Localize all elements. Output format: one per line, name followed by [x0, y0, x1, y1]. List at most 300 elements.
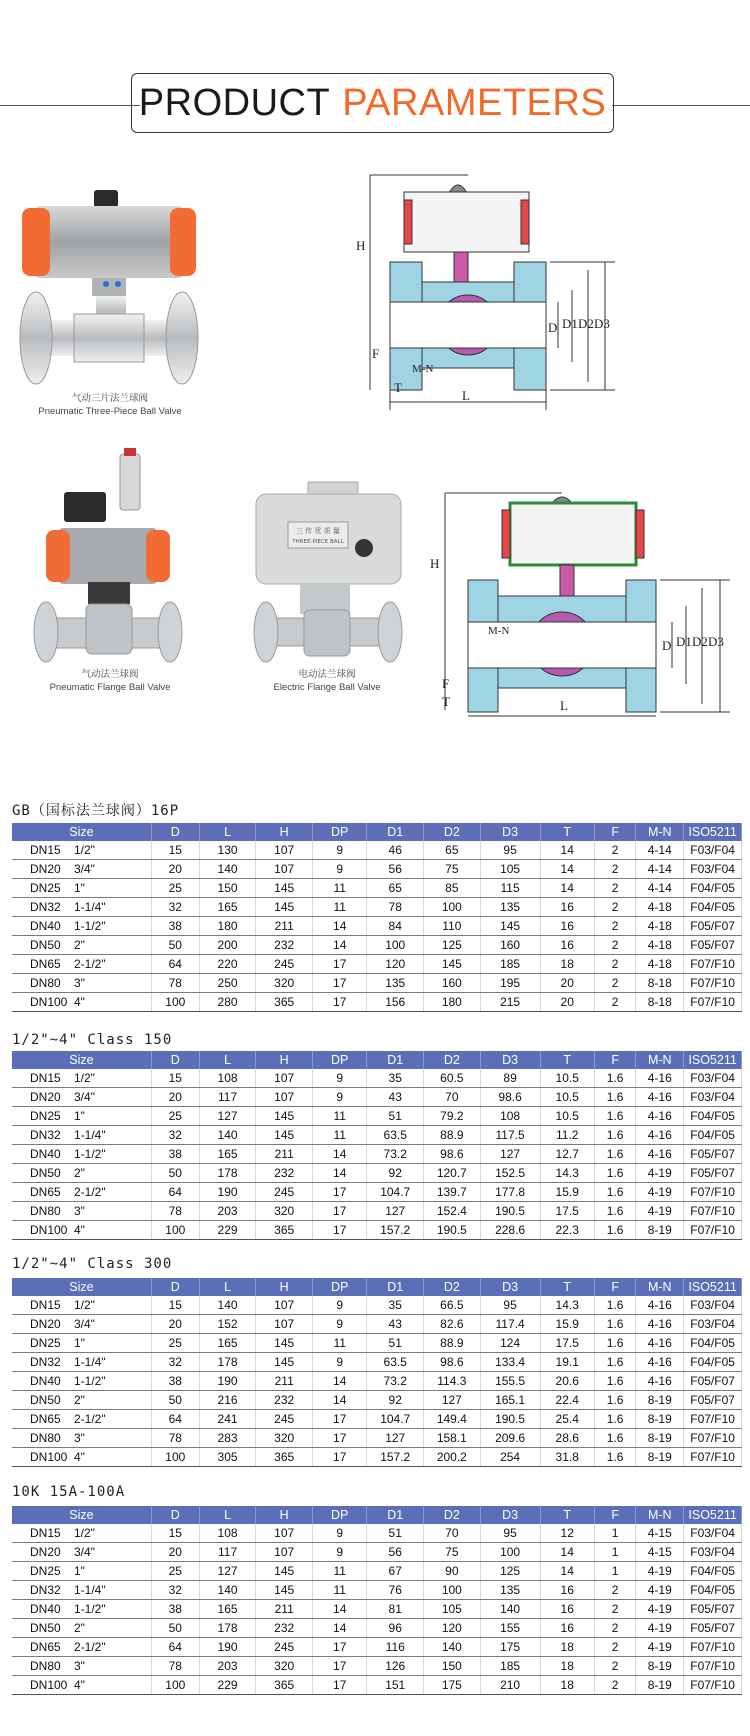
table-cell: 46: [367, 841, 424, 860]
table-cell: 178: [199, 1353, 256, 1372]
column-header: D3: [480, 1506, 540, 1524]
table-cell: F05/F07: [684, 1372, 742, 1391]
table-row: [12, 1657, 742, 1676]
column-header: D2: [424, 1506, 481, 1524]
table-cell: 140: [480, 1600, 540, 1619]
table-cell: 17.5: [540, 1334, 594, 1353]
size-dn: DN100: [30, 1223, 68, 1237]
table-cell: 98.6: [424, 1353, 481, 1372]
table-cell: 117.4: [480, 1315, 540, 1334]
column-header: D1: [367, 1051, 424, 1069]
table-cell: F07/F10: [684, 955, 742, 974]
table-cell: 17: [312, 1202, 366, 1221]
dim-F: F: [372, 346, 380, 361]
size-cell: [12, 1334, 151, 1353]
table-cell: 149.4: [424, 1410, 481, 1429]
table-cell: 56: [367, 860, 424, 879]
table-cell: 209.6: [480, 1429, 540, 1448]
table-cell: 140: [199, 1296, 256, 1315]
size-inch: 4": [74, 1678, 85, 1692]
table-cell: 145: [256, 1107, 313, 1126]
size-cell: [12, 1088, 151, 1107]
table-cell: 232: [256, 1619, 313, 1638]
size-inch: 1/2": [74, 843, 95, 857]
size-inch: 4": [74, 1450, 85, 1464]
table-cell: F07/F10: [684, 993, 742, 1012]
table-cell: 16: [540, 1619, 594, 1638]
size-inch: 2": [74, 1393, 85, 1407]
table-cell: 70: [424, 1524, 481, 1543]
table-cell: 125: [424, 936, 481, 955]
table-cell: 17: [312, 974, 366, 993]
column-header: T: [540, 1278, 594, 1296]
table-cell: 229: [199, 1676, 256, 1695]
table-cell: 232: [256, 936, 313, 955]
title-word-product: PRODUCT: [138, 81, 331, 124]
column-header: F: [594, 1278, 635, 1296]
table-cell: 9: [312, 1069, 366, 1088]
table-cell: 16: [540, 936, 594, 955]
dim-H: H: [430, 556, 440, 571]
table-cell: 135: [367, 974, 424, 993]
table-cell: 11: [312, 1581, 366, 1600]
size-dn: DN32: [30, 1355, 61, 1369]
size-dn: DN80: [30, 1659, 61, 1673]
table-cell: 211: [256, 1372, 313, 1391]
size-cell: [12, 1448, 151, 1467]
size-dn: DN32: [30, 900, 61, 914]
table-cell: 100: [151, 1676, 199, 1695]
table-cell: 18: [540, 1676, 594, 1695]
column-header: L: [199, 823, 256, 841]
table-cell: 88.9: [424, 1334, 481, 1353]
table-cell: 14: [312, 936, 366, 955]
size-cell: [12, 1657, 151, 1676]
table-cell: 4-16: [636, 1126, 684, 1145]
table-cell: 107: [256, 1069, 313, 1088]
column-header: ISO5211: [684, 1051, 742, 1069]
table-cell: 104.7: [367, 1410, 424, 1429]
table-cell: 8-19: [636, 1657, 684, 1676]
table-cell: 78: [151, 1429, 199, 1448]
table-cell: 190.5: [424, 1221, 481, 1240]
table-cell: 4-18: [636, 955, 684, 974]
table-row: [12, 1524, 742, 1543]
caption-en: Electric Flange Ball Valve: [273, 682, 381, 693]
table-cell: F04/F05: [684, 879, 742, 898]
column-header: H: [256, 1051, 313, 1069]
table-cell: 79.2: [424, 1107, 481, 1126]
table-cell: 130: [199, 841, 256, 860]
table-cell: 180: [199, 917, 256, 936]
size-dn: DN32: [30, 1128, 61, 1142]
table-cell: 14: [540, 1562, 594, 1581]
table-cell: 85: [424, 879, 481, 898]
table-cell: 56: [367, 1543, 424, 1562]
table-cell: F03/F04: [684, 860, 742, 879]
table-cell: 105: [424, 1600, 481, 1619]
table-cell: 38: [151, 1372, 199, 1391]
table-cell: 32: [151, 898, 199, 917]
table-cell: 145: [256, 1581, 313, 1600]
table-cell: 14: [312, 1145, 366, 1164]
table-row: [12, 1353, 742, 1372]
table-cell: 4-16: [636, 1145, 684, 1164]
table-cell: 1.6: [594, 1069, 635, 1088]
size-dn: DN100: [30, 1678, 68, 1692]
size-dn: DN20: [30, 1317, 61, 1331]
table-cell: 190: [199, 1638, 256, 1657]
table-row: [12, 1107, 742, 1126]
table-cell: 145: [256, 1126, 313, 1145]
table-cell: 245: [256, 1410, 313, 1429]
table-cell: 110: [424, 917, 481, 936]
table-row: [12, 1619, 742, 1638]
table-cell: 50: [151, 936, 199, 955]
table-cell: 120: [367, 955, 424, 974]
product-caption-pneumatic-flange: [20, 668, 200, 694]
table-cell: 50: [151, 1619, 199, 1638]
table-cell: 75: [424, 1543, 481, 1562]
dim-D1: D1: [676, 634, 692, 649]
table-cell: 4-19: [636, 1619, 684, 1638]
dim-D1: D1: [562, 316, 578, 331]
table-cell: 100: [480, 1543, 540, 1562]
table-cell: 152: [199, 1315, 256, 1334]
size-cell: [12, 860, 151, 879]
table-cell: 20.6: [540, 1372, 594, 1391]
size-inch: 1-1/2": [74, 1374, 106, 1388]
table-cell: 320: [256, 1202, 313, 1221]
table-row: [12, 1315, 742, 1334]
table-cell: F05/F07: [684, 1145, 742, 1164]
table-cell: 38: [151, 1600, 199, 1619]
table-cell: 90: [424, 1562, 481, 1581]
table-cell: 64: [151, 1410, 199, 1429]
table-cell: F03/F04: [684, 1296, 742, 1315]
table-cell: 211: [256, 917, 313, 936]
column-header: F: [594, 1051, 635, 1069]
table-cell: F03/F04: [684, 1069, 742, 1088]
table-cell: 17: [312, 1410, 366, 1429]
column-header: H: [256, 823, 313, 841]
size-inch: 1-1/2": [74, 1147, 106, 1161]
table-cell: 185: [480, 1657, 540, 1676]
table-cell: 14: [312, 917, 366, 936]
table-cell: 4-16: [636, 1296, 684, 1315]
table-cell: 190: [199, 1183, 256, 1202]
table-cell: 78: [367, 898, 424, 917]
table-cell: 17: [312, 1657, 366, 1676]
table-cell: 305: [199, 1448, 256, 1467]
size-dn: DN40: [30, 1374, 61, 1388]
table-cell: 150: [424, 1657, 481, 1676]
table-row: [12, 1088, 742, 1107]
size-cell: [12, 1638, 151, 1657]
dimension-drawing-three-piece: [350, 170, 670, 415]
table-cell: 2: [594, 860, 635, 879]
table-cell: 1.6: [594, 1221, 635, 1240]
size-cell: [12, 1221, 151, 1240]
size-cell: [12, 1524, 151, 1543]
table-cell: 117: [199, 1088, 256, 1107]
table-cell: 76: [367, 1581, 424, 1600]
table-row: [12, 1543, 742, 1562]
column-header: ISO5211: [684, 1278, 742, 1296]
column-header: F: [594, 823, 635, 841]
table-cell: 14: [312, 1619, 366, 1638]
table-row: [12, 1202, 742, 1221]
table-cell: 11: [312, 898, 366, 917]
size-cell: [12, 1353, 151, 1372]
size-dn: DN50: [30, 1393, 61, 1407]
table-cell: F03/F04: [684, 841, 742, 860]
table-cell: F04/F05: [684, 898, 742, 917]
table-cell: 107: [256, 860, 313, 879]
size-inch: 1-1/4": [74, 1355, 106, 1369]
column-header: D3: [480, 823, 540, 841]
table-cell: 2: [594, 1581, 635, 1600]
page-title: [131, 73, 614, 133]
column-header: D1: [367, 1506, 424, 1524]
table-cell: 9: [312, 1088, 366, 1107]
caption-cn: 气动三片法兰球阀: [71, 393, 148, 404]
table-cell: 165: [199, 898, 256, 917]
table-cell: 165: [199, 1334, 256, 1353]
table-cell: F07/F10: [684, 1448, 742, 1467]
table-cell: 17: [312, 955, 366, 974]
table-cell: 9: [312, 1353, 366, 1372]
table-cell: 1.6: [594, 1372, 635, 1391]
table-cell: 8-19: [636, 1429, 684, 1448]
table-cell: 4-16: [636, 1353, 684, 1372]
table-cell: 32: [151, 1581, 199, 1600]
table-row: [12, 1562, 742, 1581]
table-cell: 8-19: [636, 1410, 684, 1429]
table-cell: 38: [151, 1145, 199, 1164]
nameplate-line2: THREE-PIECE BALL: [292, 539, 344, 545]
table-cell: 2: [594, 898, 635, 917]
table-cell: 50: [151, 1391, 199, 1410]
table-title-class300: 1/2"~4" Class 300: [12, 1256, 173, 1272]
table-cell: 25: [151, 1334, 199, 1353]
size-cell: [12, 879, 151, 898]
size-dn: DN20: [30, 1545, 61, 1559]
table-cell: F03/F04: [684, 1543, 742, 1562]
size-inch: 3": [74, 1204, 85, 1218]
nameplate-line1: 三 传 优 质 量: [296, 527, 340, 535]
table-cell: 9: [312, 1524, 366, 1543]
table-cell: 232: [256, 1391, 313, 1410]
size-cell: [12, 993, 151, 1012]
size-cell: [12, 841, 151, 860]
size-cell: [12, 1107, 151, 1126]
table-cell: 2: [594, 1676, 635, 1695]
table-cell: 200: [199, 936, 256, 955]
table-cell: 127: [367, 1202, 424, 1221]
table-cell: 1: [594, 1524, 635, 1543]
table-cell: 165: [199, 1600, 256, 1619]
table-cell: 38: [151, 917, 199, 936]
size-cell: [12, 917, 151, 936]
table-cell: 66.5: [424, 1296, 481, 1315]
table-header-row: [12, 1278, 742, 1296]
table-cell: 18: [540, 1657, 594, 1676]
table-cell: 14: [540, 860, 594, 879]
table-cell: 35: [367, 1296, 424, 1315]
size-inch: 2": [74, 1621, 85, 1635]
column-header: DP: [312, 823, 366, 841]
table-cell: 16: [540, 1600, 594, 1619]
table-cell: 1.6: [594, 1145, 635, 1164]
table-cell: F07/F10: [684, 1202, 742, 1221]
table-cell: 50: [151, 1164, 199, 1183]
table-cell: 51: [367, 1524, 424, 1543]
size-inch: 3/4": [74, 1545, 95, 1559]
table-cell: 17: [312, 1183, 366, 1202]
table-header-row: [12, 823, 742, 841]
table-cell: 145: [256, 879, 313, 898]
table-row: [12, 1221, 742, 1240]
table-cell: 51: [367, 1334, 424, 1353]
table-header-row: [12, 1506, 742, 1524]
table-cell: 67: [367, 1562, 424, 1581]
column-header: M-N: [636, 1278, 684, 1296]
table-cell: 14: [540, 879, 594, 898]
size-dn: DN100: [30, 1450, 68, 1464]
table-row: [12, 1126, 742, 1145]
column-header: D2: [424, 823, 481, 841]
size-dn: DN80: [30, 1431, 61, 1445]
table-cell: 1: [594, 1562, 635, 1581]
table-cell: F07/F10: [684, 1676, 742, 1695]
column-header: D3: [480, 1278, 540, 1296]
table-cell: 320: [256, 974, 313, 993]
table-cell: F04/F05: [684, 1107, 742, 1126]
caption-cn: 电动法兰球阀: [298, 669, 356, 680]
column-header: L: [199, 1278, 256, 1296]
table-cell: 20: [540, 993, 594, 1012]
table-cell: 63.5: [367, 1353, 424, 1372]
table-cell: 95: [480, 1524, 540, 1543]
table-cell: 4-15: [636, 1524, 684, 1543]
table-cell: 100: [151, 1448, 199, 1467]
table-row: [12, 841, 742, 860]
size-cell: [12, 1676, 151, 1695]
table-row: [12, 993, 742, 1012]
column-header: ISO5211: [684, 823, 742, 841]
size-inch: 1": [74, 1336, 85, 1350]
table-cell: 15.9: [540, 1183, 594, 1202]
table-cell: 215: [480, 993, 540, 1012]
table-cell: 320: [256, 1657, 313, 1676]
table-cell: 2: [594, 993, 635, 1012]
column-header: L: [199, 1506, 256, 1524]
table-cell: 165.1: [480, 1391, 540, 1410]
table-cell: 14: [540, 1543, 594, 1562]
table-cell: 4-16: [636, 1069, 684, 1088]
size-dn: DN40: [30, 919, 61, 933]
size-inch: 1-1/4": [74, 1128, 106, 1142]
table-cell: 185: [480, 955, 540, 974]
dim-D2: D2: [578, 316, 594, 331]
table-cell: 15: [151, 841, 199, 860]
table-cell: 152.5: [480, 1164, 540, 1183]
column-header: H: [256, 1506, 313, 1524]
table-cell: F07/F10: [684, 974, 742, 993]
dim-MN: M-N: [412, 363, 434, 375]
size-cell: [12, 1543, 151, 1562]
size-inch: 3": [74, 1659, 85, 1673]
table-cell: 43: [367, 1315, 424, 1334]
table-cell: 117: [199, 1543, 256, 1562]
table-cell: 25: [151, 879, 199, 898]
table-cell: 65: [367, 879, 424, 898]
table-cell: 107: [256, 1524, 313, 1543]
column-header: M-N: [636, 823, 684, 841]
table-cell: 203: [199, 1202, 256, 1221]
size-cell: [12, 1296, 151, 1315]
table-cell: 100: [367, 936, 424, 955]
size-inch: 2-1/2": [74, 1640, 106, 1654]
size-inch: 2": [74, 938, 85, 952]
table-cell: 254: [480, 1448, 540, 1467]
size-inch: 1/2": [74, 1526, 95, 1540]
size-dn: DN15: [30, 1298, 61, 1312]
size-inch: 1-1/4": [74, 900, 106, 914]
size-inch: 2-1/2": [74, 957, 106, 971]
table-cell: 228.6: [480, 1221, 540, 1240]
table-cell: 145: [424, 955, 481, 974]
table-row: [12, 955, 742, 974]
table-cell: 180: [424, 993, 481, 1012]
table-cell: 18: [540, 1638, 594, 1657]
table-cell: 4-18: [636, 898, 684, 917]
table-cell: 115: [480, 879, 540, 898]
table-cell: 98.6: [424, 1145, 481, 1164]
size-cell: [12, 955, 151, 974]
table-cell: 17: [312, 1448, 366, 1467]
table-cell: 365: [256, 1676, 313, 1695]
table-cell: 8-19: [636, 1391, 684, 1410]
size-inch: 3/4": [74, 1317, 95, 1331]
column-header: M-N: [636, 1506, 684, 1524]
table-title-class150: 1/2"~4" Class 150: [12, 1032, 173, 1048]
table-cell: 2: [594, 974, 635, 993]
table-cell: F05/F07: [684, 1391, 742, 1410]
table-cell: 320: [256, 1429, 313, 1448]
column-header: T: [540, 823, 594, 841]
spec-table-class300: [12, 1278, 742, 1467]
table-cell: F07/F10: [684, 1429, 742, 1448]
table-cell: 64: [151, 1638, 199, 1657]
table-cell: 75: [424, 860, 481, 879]
table-cell: 70: [424, 1088, 481, 1107]
table-cell: 4-19: [636, 1183, 684, 1202]
table-cell: 104.7: [367, 1183, 424, 1202]
table-row: [12, 1372, 742, 1391]
dim-F: F: [442, 676, 450, 691]
size-dn: DN25: [30, 1564, 61, 1578]
table-cell: 1.6: [594, 1126, 635, 1145]
table-cell: 73.2: [367, 1372, 424, 1391]
table-cell: 88.9: [424, 1126, 481, 1145]
table-cell: 232: [256, 1164, 313, 1183]
size-cell: [12, 1069, 151, 1088]
table-row: [12, 974, 742, 993]
table-cell: 151: [367, 1676, 424, 1695]
table-cell: 245: [256, 1183, 313, 1202]
